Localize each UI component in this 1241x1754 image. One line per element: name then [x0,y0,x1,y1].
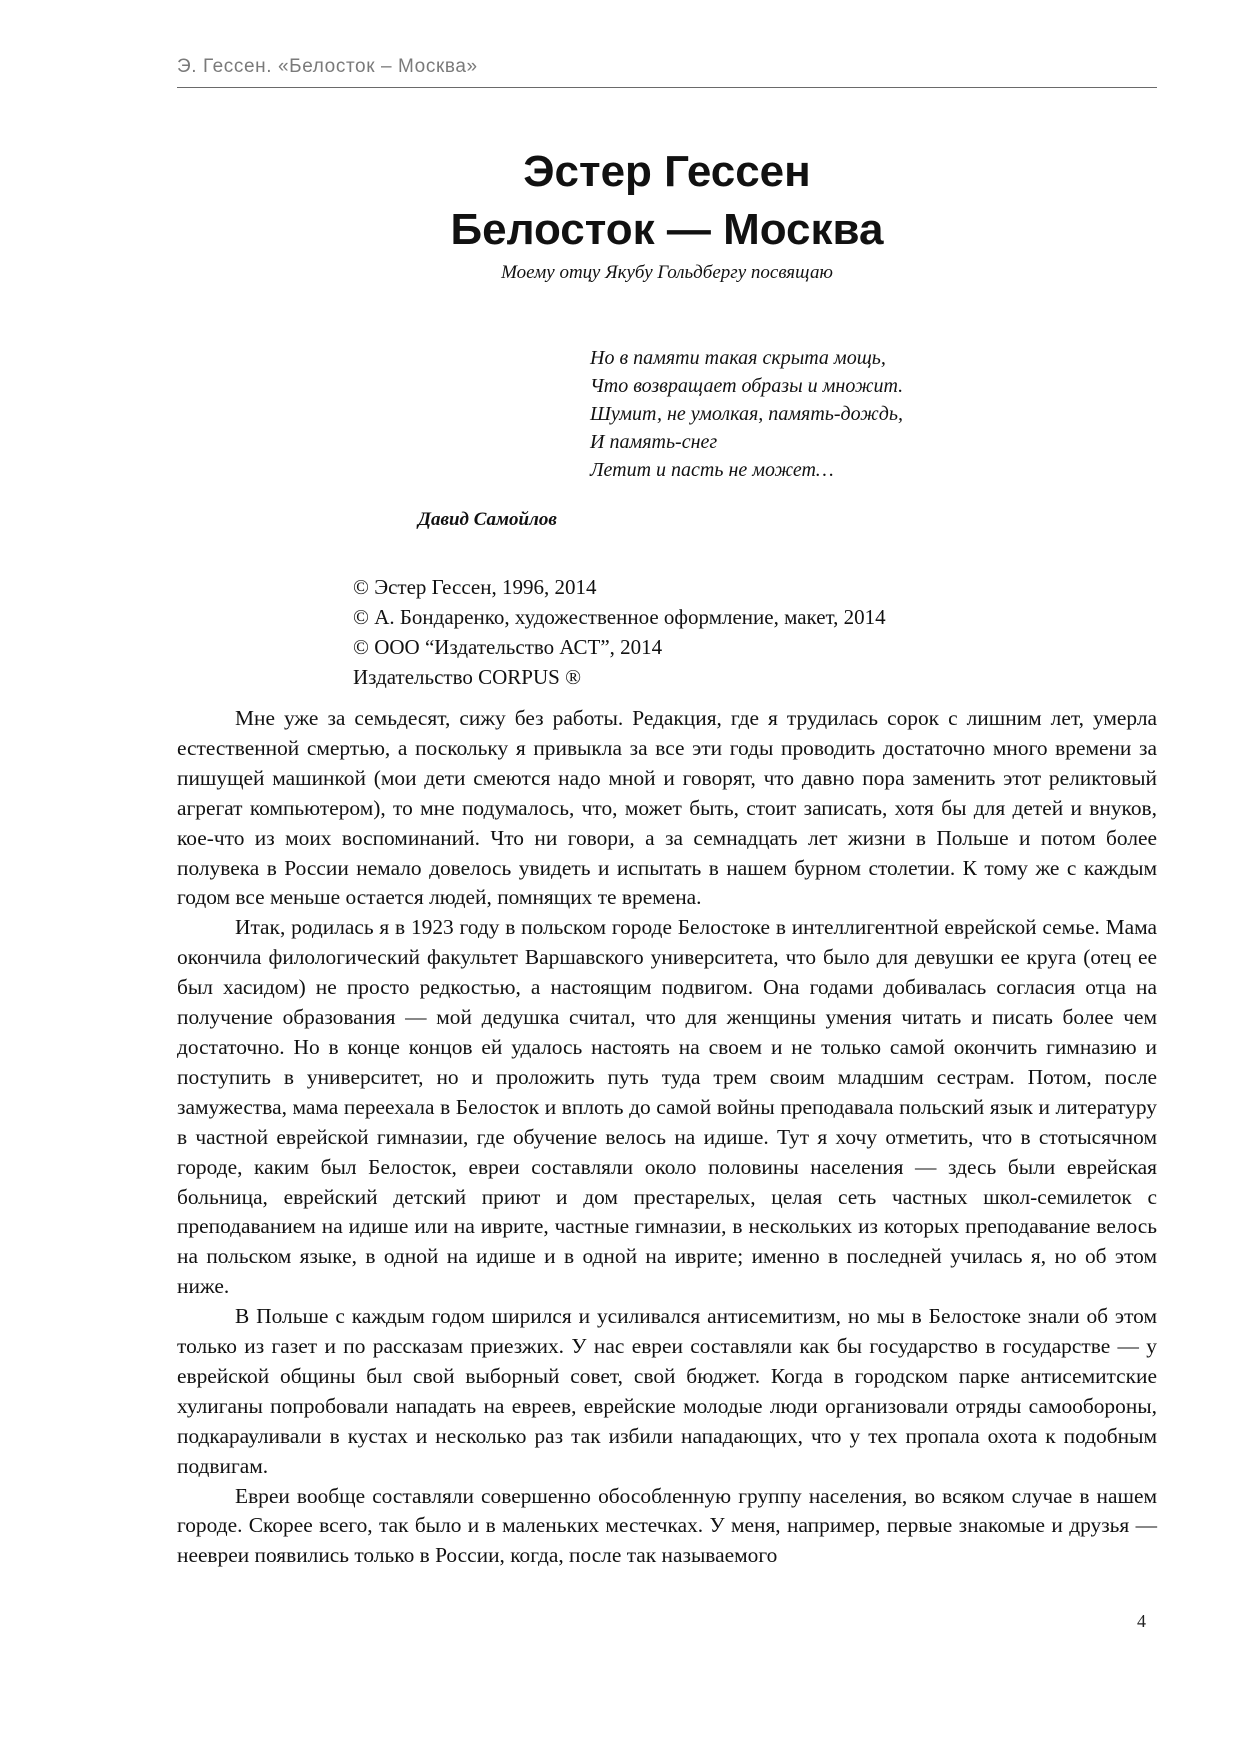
publisher-line: Издательство CORPUS ® [353,665,582,689]
epigraph-line: Что возвращает образы и множит. [590,375,904,397]
epigraph-author: Давид Самойлов [418,509,557,530]
paragraph: Итак, родилась я в 1923 году в польском городе Белостоке в интеллигентной еврейской семье. Мама окончила филологический факультет Варшавского университета, что было для девушки ее круга (отец ее был хасидом) не просто редкостью, а настоящим подвигом. Она годами добивалась согласия отца на получение образования — мой дедушка считал, что для женщины умения читать и писать более чем достаточно. Но в конце концов ей удалось настоять на своем и не только самой окончить гимназию и поступить в университет, но и проложить путь туда трем своим младшим сестрам. Потом, после замужества, мама переехала в Белосток и вплоть до самой войны преподавала польский язык и литературу в частной еврейской гимназии, где обучение велось на идише. Тут я хочу отметить, что в стотысячном городе, каким был Белосток, евреи составляли около половины населения — здесь были еврейская больница, еврейский детский приют и дом престарелых, целая сеть частных школ-семилеток с преподаванием на идише или на иврите, частные гимназии, в нескольких из которых преподавание велось на польском языке, в одной на идише и в одной на иврите; именно в последней училась я, но об этом ниже. [177,915,1157,1299]
copyright-block [353,572,886,692]
copyright-line: © Эстер Гессен, 1996, 2014 [353,575,597,599]
epigraph-line: Шумит, не умолкая, память-дождь, [590,403,903,425]
running-head: Э. Гессен. «Белосток – Москва» [177,56,478,77]
epigraph-line: Но в памяти такая скрыта мощь, [590,347,886,369]
dedication: Моему отцу Якубу Гольдбергу посвящаю [501,262,833,283]
paragraph: Евреи вообще составляли совершенно обособленную группу населения, во всяком случае в нашем городе. Скорее всего, так было и в маленьких местечках. У меня, например, первые знакомые и друзья — неевреи появились только в России, когда, после так называемого [177,1483,1157,1568]
title-author: Эстер Гессен [523,147,811,196]
page-number: 4 [1137,1611,1146,1631]
copyright-line: © А. Бондаренко, художественное оформление, макет, 2014 [353,605,886,629]
paragraph: Мне уже за семьдесят, сижу без работы. Редакция, где я трудилась сорок с лишним лет, умерла естественной смертью, а поскольку я привыкла за все эти годы проводить достаточно много времени за пишущей машинкой (мои дети смеются надо мной и говорят, что давно пора заменить этот реликтовый агрегат компьютером), то мне подумалось, что, может быть, стоит записать, хотя бы для детей и внуков, кое-что из моих воспоминаний. Что ни говори, а за семнадцать лет жизни в Польше и потом более полувека в России немало довелось увидеть и испытать в нашем бурном столетии. К тому же с каждым годом все меньше остается людей, помнящих те времена. [177,706,1157,910]
header-rule [177,87,1157,88]
title-book: Белосток — Москва [450,205,884,254]
paragraph: В Польше с каждым годом ширился и усиливался антисемитизм, но мы в Белостоке знали об этом только из газет и по рассказам приезжих. У нас евреи составляли как бы государство в государстве — у еврейской общины был свой выборный совет, свой бюджет. Когда в городском парке антисемитские хулиганы попробовали нападать на евреев, еврейские молодые люди организовали отряды самообороны, подкарауливали в кустах и несколько раз так избили нападающих, что у тех пропала охота к подобным подвигам. [177,1304,1157,1478]
epigraph-line: Летит и пасть не может… [590,459,834,481]
body-text [177,704,1157,1571]
copyright-line: © ООО “Издательство АСТ”, 2014 [353,635,663,659]
epigraph [590,344,903,484]
epigraph-line: И память-снег [590,431,718,453]
